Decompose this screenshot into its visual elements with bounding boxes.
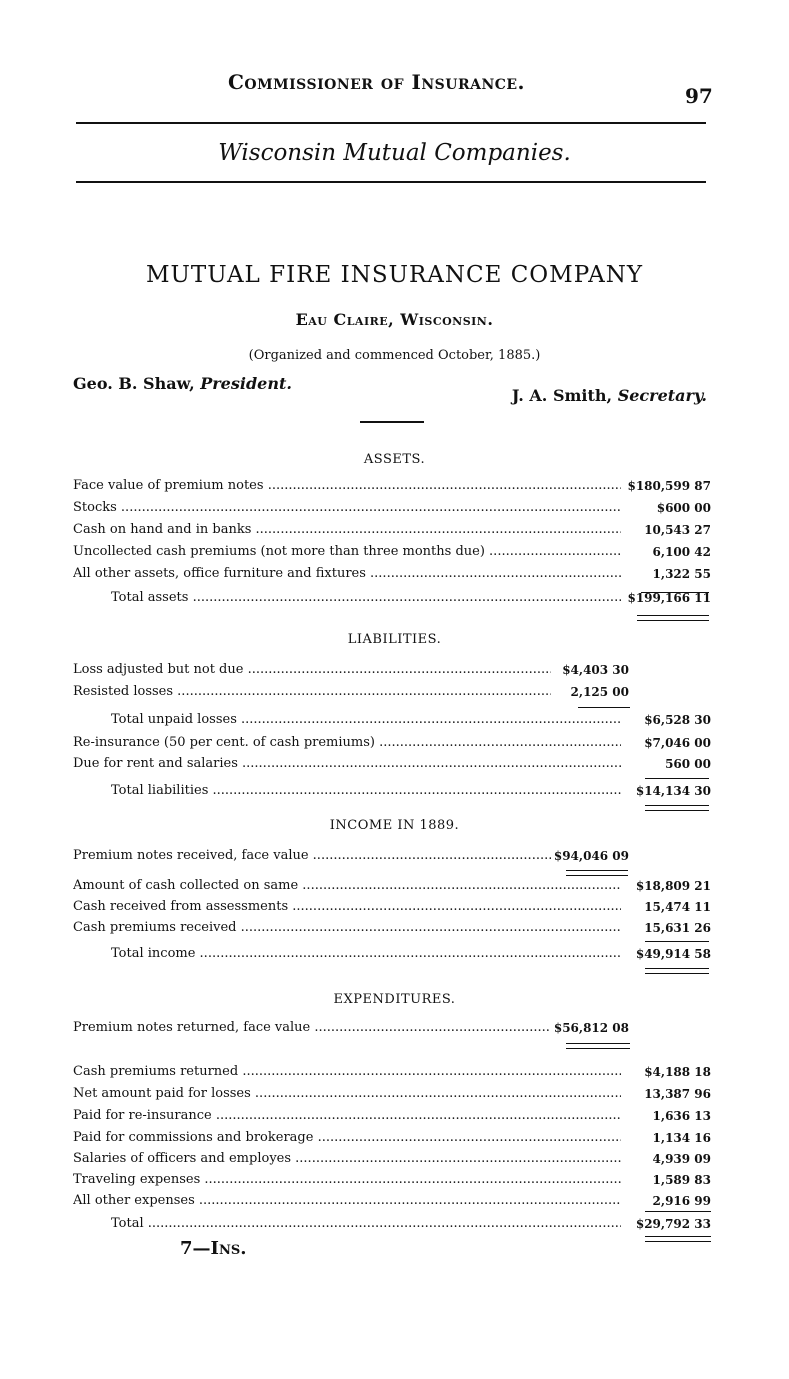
assets-row-label: Cash on hand and in banks ..... — [73, 520, 621, 540]
income-notes-label: Premium notes received, face value ..... — [73, 846, 551, 866]
header-rule-bottom — [76, 181, 706, 183]
liabilities-row-label: Due for rent and salaries ..... — [73, 754, 621, 774]
liabilities-double-rule — [645, 805, 709, 811]
expenditures-sum-rule — [645, 1211, 711, 1212]
assets-total-label: Total assets ..... — [111, 588, 621, 608]
president — [73, 374, 292, 393]
secretary — [512, 386, 707, 405]
assets-row — [73, 498, 711, 518]
liabilities-row-label: Re-insurance (50 per cent. of cash premiums) ..... — [73, 733, 621, 753]
assets-row-label: Stocks ..... — [73, 498, 621, 518]
assets-row-amount: $600 00 — [656, 501, 711, 515]
income-row-label: Cash premiums received ..... — [73, 918, 621, 938]
expenditures-row — [73, 1106, 711, 1126]
expenditures-total-label: Total ..... — [111, 1214, 621, 1234]
expenditures-row-amount: 2,916 99 — [652, 1194, 711, 1208]
assets-row — [73, 520, 711, 540]
income-row-amount: $18,809 21 — [635, 879, 711, 893]
liabilities-row-amount: $7,046 00 — [644, 736, 711, 750]
expenditures-row-label: Paid for re-insurance ..... — [73, 1106, 621, 1126]
income-notes-amount: $94,046 09 — [553, 849, 629, 863]
liabilities-row — [73, 733, 711, 753]
assets-row-amount: 6,100 42 — [652, 545, 711, 559]
assets-row-amount: $180,599 87 — [627, 479, 711, 493]
liabilities-heading: LIABILITIES. — [347, 632, 442, 647]
assets-heading: ASSETS. — [363, 452, 426, 467]
assets-row — [73, 564, 711, 584]
liabilities-row — [73, 660, 711, 680]
income-sum-rule — [645, 941, 709, 942]
income-row — [73, 897, 711, 917]
unpaid-sum-rule — [578, 707, 630, 708]
assets-row-label: All other assets, office furniture and fixtures ..... — [73, 564, 621, 584]
assets-double-rule — [637, 615, 709, 621]
income-double-rule — [645, 968, 709, 974]
expenditures-row — [73, 1170, 711, 1190]
expenditures-row-label: Traveling expenses ..... — [73, 1170, 621, 1190]
secretary-name: J. A. Smith, — [511, 386, 613, 405]
expenditures-row — [73, 1062, 711, 1082]
income-heading: INCOME IN 1889. — [329, 818, 460, 833]
liabilities-row-amount: $4,403 30 — [562, 663, 629, 677]
expenditures-row-label: Paid for commissions and brokerage ..... — [73, 1128, 621, 1148]
income-row-label: Amount of cash collected on same ..... — [73, 876, 621, 896]
liabilities-total-unpaid-label: Total unpaid losses ..... — [111, 710, 621, 730]
liabilities-total-label: Total liabilities ..... — [111, 781, 621, 801]
expenditures-row-amount: $4,188 18 — [644, 1065, 711, 1079]
liabilities-row-amount: 2,125 00 — [570, 685, 629, 699]
assets-total-row — [73, 588, 711, 608]
liabilities-total-unpaid-amount: $6,528 30 — [644, 713, 711, 727]
expenditures-total-row — [73, 1214, 711, 1234]
income-row-amount: 15,631 26 — [644, 921, 711, 935]
assets-total-amount: $199,166 11 — [627, 591, 711, 605]
assets-row-amount: 10,543 27 — [644, 523, 711, 537]
expenditures-row — [73, 1191, 711, 1211]
expenditures-heading: EXPENDITURES. — [333, 992, 456, 1007]
expenditures-row-label: Net amount paid for losses ..... — [73, 1084, 621, 1104]
organized-note: (Organized and commenced October, 1885.) — [248, 348, 541, 363]
income-total-label: Total income ..... — [111, 944, 621, 964]
running-title: Commissioner of Insurance. — [228, 70, 526, 94]
income-total-amount: $49,914 58 — [635, 947, 711, 961]
president-name: Geo. B. Shaw, — [73, 374, 195, 393]
liabilities-total-unpaid-row — [73, 710, 711, 730]
expenditures-row-label: Salaries of officers and employes ..... — [73, 1149, 621, 1169]
income-total-row — [73, 944, 711, 964]
income-row — [73, 876, 711, 896]
assets-row-label: Uncollected cash premiums (not more than three months due) ..... — [73, 542, 621, 562]
income-row-label: Cash received from assessments ..... — [73, 897, 621, 917]
liabilities-row — [73, 682, 711, 702]
expenditures-row-label: All other expenses ..... — [73, 1191, 621, 1211]
expenditures-row-amount: 1,134 16 — [652, 1131, 711, 1145]
expenditures-notes-amount: $56,812 08 — [553, 1021, 629, 1035]
expenditures-row-amount: 4,939 09 — [652, 1152, 711, 1166]
income-notes-row — [73, 846, 711, 866]
divider — [360, 421, 424, 423]
expenditures-row-amount: 1,589 83 — [652, 1173, 711, 1187]
page-number: 97 — [685, 84, 713, 108]
assets-row — [73, 476, 711, 496]
liabilities-sum-rule — [645, 778, 709, 779]
expenditures-row-amount: 13,387 96 — [644, 1087, 711, 1101]
liabilities-row — [73, 754, 711, 774]
expenditures-row — [73, 1084, 711, 1104]
secretary-title: Secretary. — [617, 386, 707, 405]
expenditures-row-label: Cash premiums returned ..... — [73, 1062, 621, 1082]
expenditures-notes-label: Premium notes returned, face value ..... — [73, 1018, 551, 1038]
expenditures-notes-row — [73, 1018, 711, 1038]
liabilities-row-amount: 560 00 — [665, 757, 711, 771]
expenditures-row — [73, 1128, 711, 1148]
liabilities-total-amount: $14,134 30 — [635, 784, 711, 798]
assets-row-label: Face value of premium notes ..... — [73, 476, 621, 496]
liabilities-total-row — [73, 781, 711, 801]
section-title: Wisconsin Mutual Companies. — [218, 140, 571, 166]
header-rule-top — [76, 122, 706, 124]
president-title: President. — [200, 374, 292, 393]
expenditures-double-rule — [645, 1236, 711, 1242]
expenditures-notes-double-rule — [566, 1043, 630, 1049]
company-location: Eau Claire, Wisconsin. — [295, 310, 494, 329]
expenditures-row-amount: 1,636 13 — [652, 1109, 711, 1123]
company-name: MUTUAL FIRE INSURANCE COMPANY — [146, 262, 643, 288]
expenditures-total-amount: $29,792 33 — [635, 1217, 711, 1231]
liabilities-row-label: Loss adjusted but not due ..... — [73, 660, 551, 680]
assets-row-amount: 1,322 55 — [652, 567, 711, 581]
income-row-amount: 15,474 11 — [644, 900, 711, 914]
income-row — [73, 918, 711, 938]
expenditures-row — [73, 1149, 711, 1169]
liabilities-row-label: Resisted losses ..... — [73, 682, 551, 702]
signature-mark: 7—Ins. — [180, 1238, 247, 1259]
assets-row — [73, 542, 711, 562]
